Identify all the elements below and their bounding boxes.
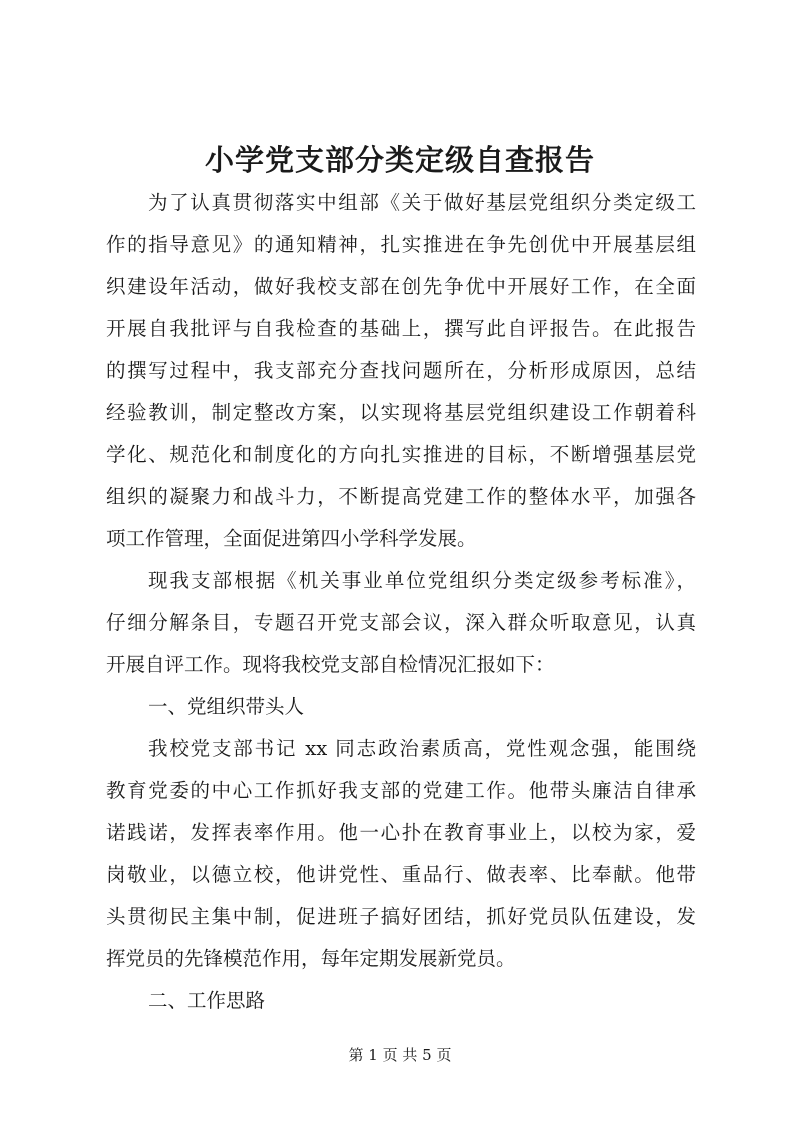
- document-title: 小学党支部分类定级自查报告: [204, 143, 595, 177]
- paragraph-line: 作的指导意见》的通知精神，扎实推进在争先创优中开展基层组: [106, 233, 696, 256]
- paragraph-line: 项工作管理，全面促进第四小学科学发展。: [106, 527, 477, 550]
- paragraph-line: 组织的凝聚力和战斗力，不断提高党建工作的整体水平，加强各: [106, 485, 696, 508]
- page-footer: 第 1 页 共 5 页: [348, 1046, 452, 1064]
- paragraph-line: 织建设年活动，做好我校支部在创先争优中开展好工作，在全面: [106, 275, 696, 298]
- paragraph-line: 经验教训，制定整改方案，以实现将基层党组织建设工作朝着科: [106, 401, 696, 424]
- paragraph-line: 挥党员的先锋模范作用，每年定期发展新党员。: [106, 947, 516, 970]
- paragraph-line: 开展自我批评与自我检查的基础上，撰写此自评报告。在此报告: [106, 317, 696, 340]
- section-heading: 一、党组织带头人: [148, 695, 305, 718]
- paragraph-line: 我校党支部书记 xx 同志政治素质高，党性观念强，能围绕: [148, 737, 696, 760]
- paragraph-line: 岗敬业，以德立校，他讲党性、重品行、做表率、比奉献。他带: [106, 863, 696, 886]
- paragraph-line: 现我支部根据《机关事业单位党组织分类定级参考标准》，: [148, 569, 696, 592]
- paragraph-line: 开展自评工作。现将我校党支部自检情况汇报如下：: [106, 653, 555, 676]
- paragraph-line: 诺践诺，发挥表率作用。他一心扑在教育事业上，以校为家，爱: [106, 821, 696, 844]
- paragraph-line: 头贯彻民主集中制，促进班子搞好团结，抓好党员队伍建设，发: [106, 905, 696, 928]
- paragraph-line: 仔细分解条目，专题召开党支部会议，深入群众听取意见，认真: [106, 611, 696, 634]
- paragraph-line: 教育党委的中心工作抓好我支部的党建工作。他带头廉洁自律承: [106, 779, 696, 802]
- paragraph-line: 学化、规范化和制度化的方向扎实推进的目标，不断增强基层党: [106, 443, 696, 466]
- section-heading: 二、工作思路: [148, 989, 266, 1012]
- paragraph-line: 的撰写过程中，我支部充分查找问题所在，分析形成原因，总结: [106, 359, 696, 382]
- paragraph-line: 为了认真贯彻落实中组部《关于做好基层党组织分类定级工: [148, 191, 696, 214]
